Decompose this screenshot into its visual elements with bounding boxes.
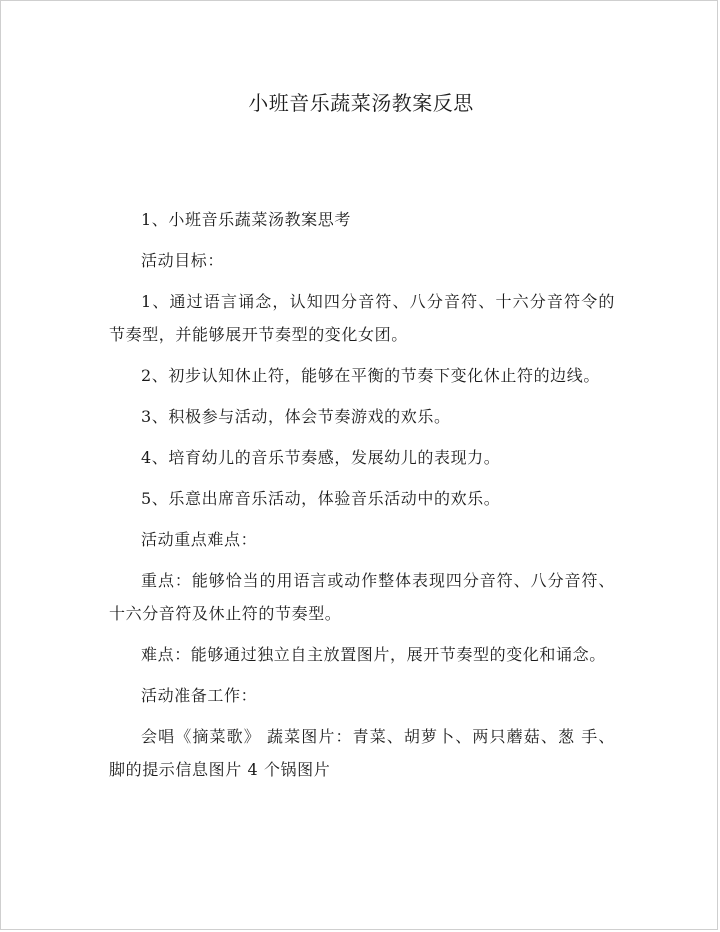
paragraph-goal-1: 1、通过语言诵念，认知四分音符、八分音符、十六分音符令的节奏型，并能够展开节奏型的变化女团。	[109, 292, 615, 344]
paragraph-goals-heading: 活动目标：	[141, 251, 225, 270]
paragraph-preparation-items: 会唱《摘菜歌》 蔬菜图片：青菜、胡萝卜、两只蘑菇、葱 手、脚的提示信息图片 4 个锅图片	[109, 727, 615, 779]
paragraph-key-points-heading: 活动重点难点：	[141, 530, 258, 549]
document-title: 小班音乐蔬菜汤教案反思	[248, 91, 474, 115]
paragraph-goal-2: 2、初步认知休止符，能够在平衡的节奏下变化休止符的边线。	[141, 366, 600, 385]
paragraph-goal-4: 4、培育幼儿的音乐节奏感，发展幼儿的表现力。	[141, 448, 501, 467]
paragraph-goal-3: 3、积极参与活动，体会节奏游戏的欢乐。	[141, 407, 451, 426]
paragraph-goal-5: 5、乐意出席音乐活动，体验音乐活动中的欢乐。	[141, 489, 501, 508]
document-body	[109, 203, 615, 794]
paragraph-key-point: 重点：能够恰当的用语言或动作整体表现四分音符、八分音符、十六分音符及休止符的节奏型。	[109, 571, 615, 623]
paragraph-difficulty: 难点：能够通过独立自主放置图片，展开节奏型的变化和诵念。	[141, 645, 606, 664]
paragraph-preparation-heading: 活动准备工作：	[141, 686, 258, 705]
paragraph-section-heading: 1、小班音乐蔬菜汤教案思考	[141, 210, 351, 229]
